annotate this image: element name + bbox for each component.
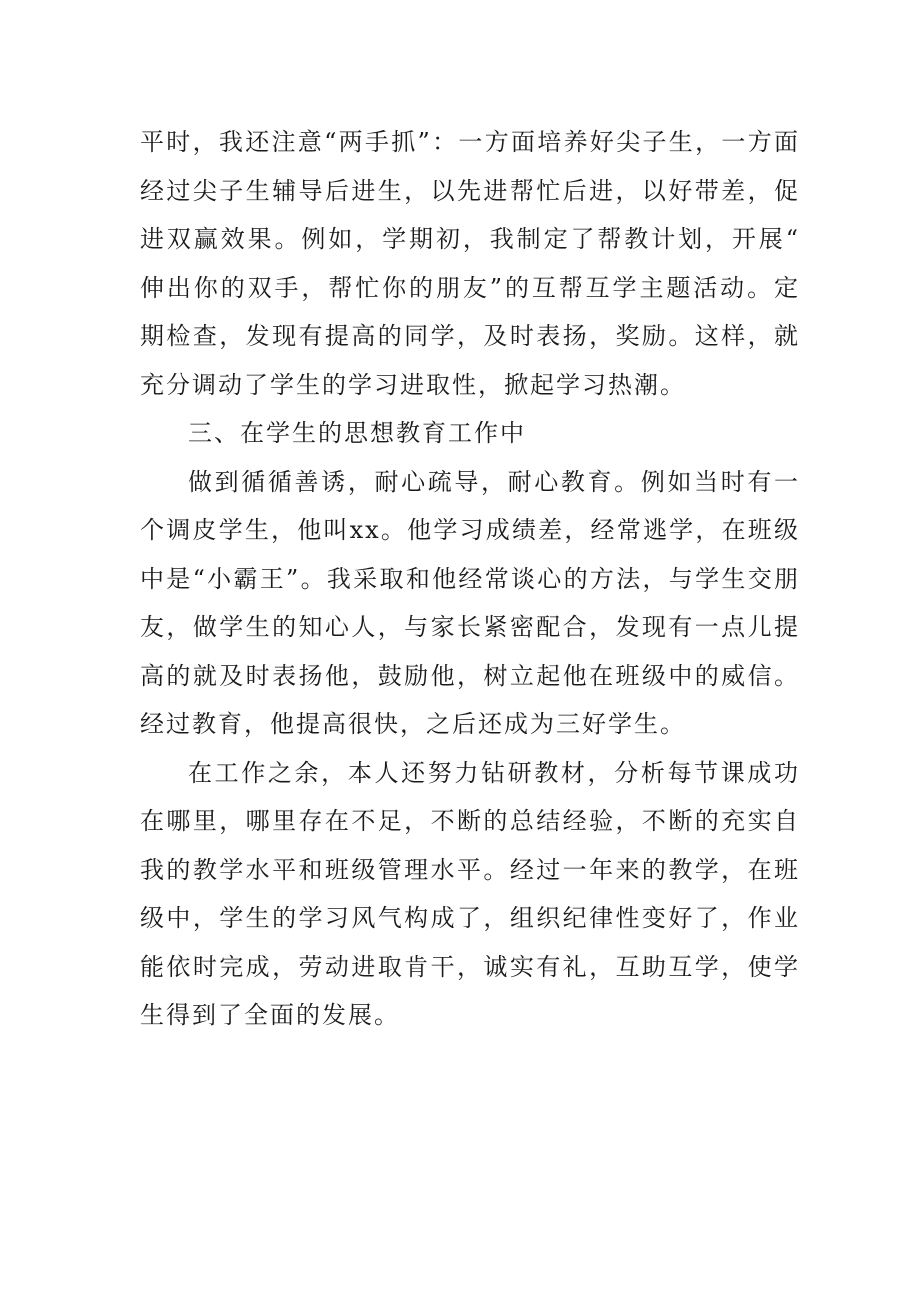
document-body xyxy=(140,118,800,1040)
section-heading-ideological-education: 三、在学生的思想教育工作中 xyxy=(188,419,526,447)
paragraph-two-hands: 平时，我还注意“两手抓”：一方面培养好尖子生，一方面经过尖子生辅导后进生，以先进帮忙后进，以好带差，促进双赢效果。例如，学期初，我制定了帮教计划，开展“伸出你的双手，帮忙你的朋友”的互帮互学主题活动。定期检查，发现有提高的同学，及时表扬，奖励。这样，就充分调动了学生的学习进取性，掀起学习热潮。 xyxy=(140,128,800,399)
paragraph-patient-guidance: 做到循循善诱，耐心疏导，耐心教育。例如当时有一个调皮学生，他叫xx。他学习成绩差，经常逃学，在班级中是“小霸王”。我采取和他经常谈心的方法，与学生交朋友，做学生的知心人，与家长紧密配合，发现有一点儿提高的就及时表扬他，鼓励他，树立起他在班级中的威信。经过教育，他提高很快，之后还成为三好学生。 xyxy=(140,467,800,738)
paragraph-teaching-summary: 在工作之余，本人还努力钻研教材，分析每节课成功在哪里，哪里存在不足，不断的总结经验，不断的充实自我的教学水平和班级管理水平。经过一年来的教学，在班级中，学生的学习风气构成了，组织纪律性变好了，作业能依时完成，劳动进取肯干，诚实有礼，互助互学，使学生得到了全面的发展。 xyxy=(140,758,800,1029)
